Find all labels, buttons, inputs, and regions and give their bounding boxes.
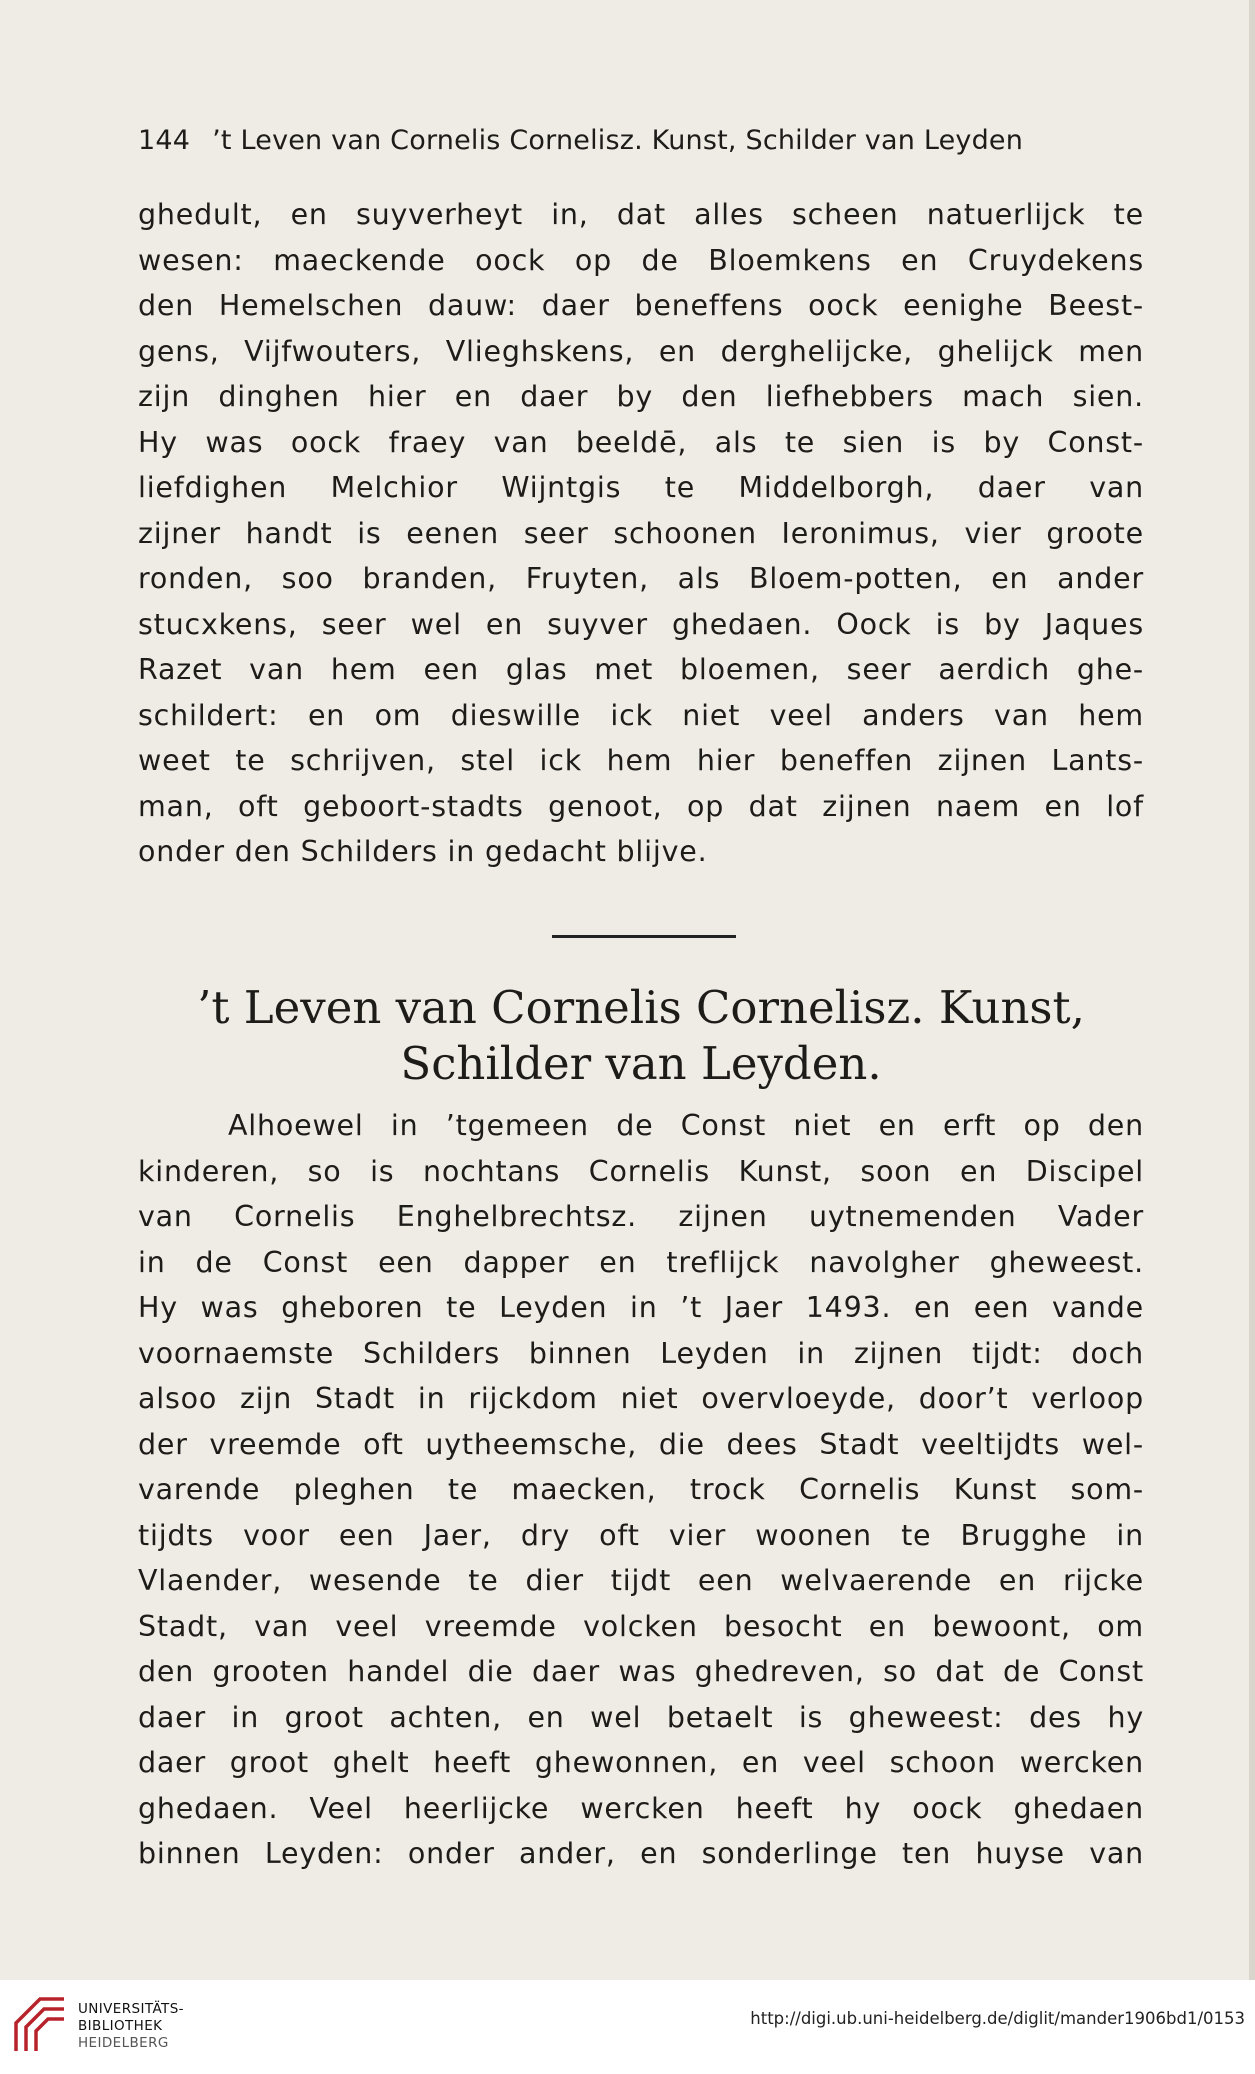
- text-line: onder den Schilders in gedacht blijve.: [138, 835, 708, 868]
- source-url-link[interactable]: http://digi.ub.uni-heidelberg.de/diglit/mander1906bd1/0153: [750, 2009, 1245, 2028]
- text-line: gens, Vijfwouters, Vlieghskens, en derghelijcke, ghelijck men: [138, 334, 1144, 368]
- heidelberg-library-logo-icon: [10, 1993, 72, 2055]
- text-line: zijner handt is eenen seer schoonen Ieronimus, vier groote: [138, 516, 1144, 550]
- text-line: voornaemste Schilders binnen Leyden in zijnen tijdt: doch: [138, 1336, 1144, 1370]
- text-line: tijdts voor een Jaer, dry oft vier woonen te Brugghe in: [138, 1518, 1144, 1552]
- text-line: schildert: en om dieswille ick niet veel anders van hem: [138, 698, 1144, 732]
- text-line: Alhoewel in ’tgemeen de Const niet en erft op den: [228, 1109, 1144, 1142]
- text-line: ghedaen. Veel heerlijcke wercken heeft hy oock ghedaen: [138, 1791, 1144, 1825]
- text-line: den Hemelschen dauw: daer beneffens oock eenighe Beest-: [138, 289, 1144, 322]
- library-name-line: UNIVERSITÄTS-: [78, 2001, 184, 2017]
- text-line: daer in groot achten, en wel betaelt is gheweest: des hy: [138, 1700, 1144, 1734]
- running-title: ’t Leven van Cornelis Cornelisz. Kunst, Schilder van Leyden: [212, 125, 1024, 156]
- text-line: van Cornelis Enghelbrechtsz. zijnen uytnemenden Vader: [138, 1200, 1144, 1233]
- text-line: man, oft geboort-stadts genoot, op dat zijnen naem en lof: [138, 789, 1144, 823]
- text-line: Stadt, van veel vreemde volcken besocht en bewoont, om: [138, 1609, 1144, 1643]
- text-line: alsoo zijn Stadt in rijckdom niet overvloeyde, door’t verloop: [138, 1382, 1144, 1415]
- section-title: [138, 980, 1144, 1092]
- library-name-line: BIBLIOTHEK: [78, 2018, 163, 2034]
- text-line: ronden, soo branden, Fruyten, als Bloem-potten, en ander: [138, 562, 1144, 595]
- text-line: stucxkens, seer wel en suyver ghedaen. Oock is by Jaques: [138, 607, 1144, 641]
- paragraph-2: [138, 1103, 1144, 1877]
- text-line: Hy was oock fraey van beeldē, als te sien is by Const-: [138, 425, 1144, 459]
- text-line: den grooten handel die daer was ghedreven, so dat de Const: [138, 1655, 1144, 1688]
- text-line: Vlaender, wesende te dier tijdt een welvaerende en rijcke: [138, 1564, 1144, 1597]
- page-number: 144: [138, 125, 191, 156]
- library-name-line: HEIDELBERG: [78, 2035, 169, 2051]
- text-line: wesen: maeckende oock op de Bloemkens en Cruydekens: [138, 243, 1144, 277]
- text-line: liefdighen Melchior Wijntgis te Middelborgh, daer van: [138, 471, 1144, 504]
- running-header: [138, 125, 1098, 156]
- text-line: Razet van hem een glas met bloemen, seer aerdich ghe-: [138, 653, 1144, 686]
- section-separator-rule: [552, 935, 736, 938]
- text-line: kinderen, so is nochtans Cornelis Kunst, soon en Discipel: [138, 1154, 1144, 1188]
- text-line: daer groot ghelt heeft ghewonnen, en veel schoon wercken: [138, 1746, 1144, 1779]
- text-line: varende pleghen te maecken, trock Cornelis Kunst som-: [138, 1473, 1144, 1506]
- text-line: ghedult, en suyverheyt in, dat alles scheen natuerlijck te: [138, 198, 1144, 231]
- page-edge: [1249, 0, 1255, 1980]
- section-title-line: Schilder van Leyden.: [400, 1037, 882, 1090]
- text-line: Hy was gheboren te Leyden in ’t Jaer 1493. en een vande: [138, 1291, 1144, 1324]
- text-line: binnen Leyden: onder ander, en sonderlinge ten huyse van: [138, 1837, 1144, 1870]
- text-line: zijn dinghen hier en daer by den liefhebbers mach sien.: [138, 380, 1144, 413]
- paragraph-1: [138, 192, 1144, 875]
- library-name: [78, 2001, 184, 2052]
- text-line: weet te schrijven, stel ick hem hier beneffen zijnen Lants-: [138, 744, 1144, 777]
- text-line: in de Const een dapper en treflijck navolgher gheweest.: [138, 1245, 1144, 1279]
- text-line: der vreemde oft uytheemsche, die dees Stadt veeltijdts wel-: [138, 1427, 1144, 1461]
- section-title-line: ’t Leven van Cornelis Cornelisz. Kunst,: [197, 981, 1085, 1034]
